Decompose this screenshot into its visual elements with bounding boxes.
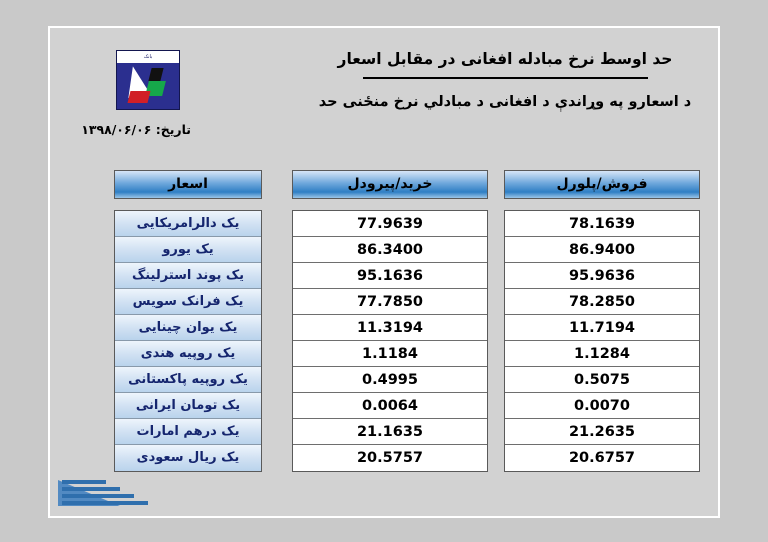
date-label: تاریخ: ۱۳۹۸/۰۶/۰۶	[81, 122, 191, 137]
page-subtitle: د اسعارو په وړاندې د افغانی د مبادلي نرخ منځنی حد	[318, 94, 692, 110]
logo-block	[81, 50, 191, 137]
table-cell-buy: 11.3194	[293, 315, 487, 341]
footer-bar	[62, 494, 134, 498]
table-cell-sell: 21.2635	[505, 419, 699, 445]
footer-bar	[62, 501, 148, 505]
table-cell-currency: یک ریال سعودی	[115, 445, 261, 471]
page-header	[50, 28, 718, 168]
table-cell-sell: 11.7194	[505, 315, 699, 341]
table-cell-sell: 20.6757	[505, 445, 699, 471]
exchange-rate-page	[48, 26, 720, 518]
table-cell-sell: 0.0070	[505, 393, 699, 419]
logo-shape-black	[148, 68, 163, 81]
table-cell-buy: 86.3400	[293, 237, 487, 263]
table-cell-buy: 20.5757	[293, 445, 487, 471]
column-sell	[504, 170, 700, 472]
logo-shape-red	[128, 91, 151, 103]
table-cell-sell: 95.9636	[505, 263, 699, 289]
table-cell-currency: یک یورو	[115, 237, 261, 263]
table-cell-currency: یک روپیه پاکستانی	[115, 367, 261, 393]
table-cell-sell: 1.1284	[505, 341, 699, 367]
table-cell-currency: یک تومان ایرانی	[115, 393, 261, 419]
footer-bar	[62, 480, 106, 484]
table-cell-currency: یک دالرامریکایی	[115, 211, 261, 237]
column-currency	[114, 170, 262, 472]
title-block	[310, 50, 700, 110]
table-cell-buy: 77.9639	[293, 211, 487, 237]
rates-table	[50, 170, 718, 472]
table-cell-sell: 78.2850	[505, 289, 699, 315]
column-header-sell: فروش/پلورل	[504, 170, 700, 199]
table-cell-buy: 95.1636	[293, 263, 487, 289]
table-cell-sell: 0.5075	[505, 367, 699, 393]
table-cell-sell: 78.1639	[505, 211, 699, 237]
column-body-sell	[504, 210, 700, 472]
table-cell-buy: 1.1184	[293, 341, 487, 367]
column-header-currency: اسعار	[114, 170, 262, 199]
table-cell-buy: 77.7850	[293, 289, 487, 315]
table-cell-sell: 86.9400	[505, 237, 699, 263]
column-buy	[292, 170, 488, 472]
table-cell-currency: یک درهم امارات	[115, 419, 261, 445]
table-cell-buy: 21.1635	[293, 419, 487, 445]
table-cell-buy: 0.4995	[293, 367, 487, 393]
table-cell-currency: یک پوند استرلینگ	[115, 263, 261, 289]
table-cell-currency: یک یوان چینایی	[115, 315, 261, 341]
logo-banner-text: بانک	[117, 51, 179, 63]
title-divider	[363, 77, 648, 79]
column-body-currency	[114, 210, 262, 472]
footer-bar	[62, 487, 120, 491]
column-header-buy: خرید/پیرودل	[292, 170, 488, 199]
table-cell-currency: یک روپیه هندی	[115, 341, 261, 367]
column-body-buy	[292, 210, 488, 472]
page-title: حد اوسط نرخ مبادله افغانی در مقابل اسعار	[337, 50, 673, 68]
bank-logo-icon	[116, 50, 180, 110]
table-cell-currency: یک فرانک سویس	[115, 289, 261, 315]
table-cell-buy: 0.0064	[293, 393, 487, 419]
footer-decoration	[58, 476, 150, 506]
